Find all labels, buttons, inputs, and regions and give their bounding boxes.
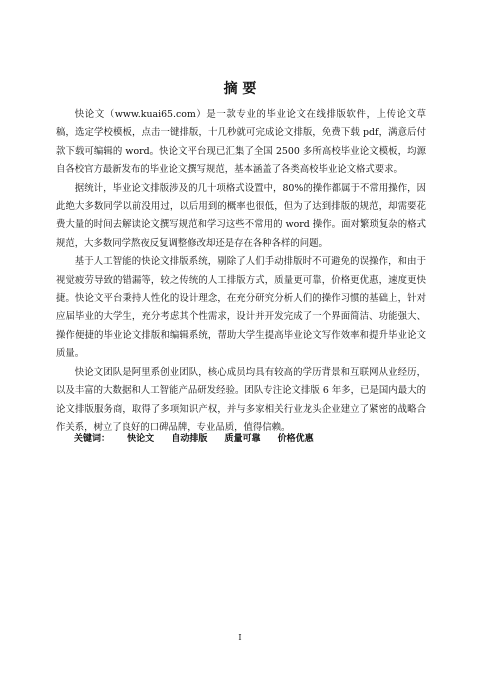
- abstract-paragraph-3: 基于人工智能的快论文排版系统，剔除了人们手动排版时不可避免的误操作，和由于视觉疲劳导致的错漏等，较之传统的人工排版方式，质量更可靠，价格更优惠，速度更快捷。快论文平台秉持人性化的设计理念，在充分研究分析人们的操作习惯的基础上，针对应届毕业的大学生，充分考虑其个性需求，设计并开发完成了一个界面简洁、功能强大、操作便捷的毕业论文排版和编辑系统，帮助大学生提高毕业论文写作效率和提升毕业论文质量。: [56, 256, 426, 360]
- keywords-line: [74, 431, 328, 444]
- abstract-body: [56, 106, 426, 437]
- abstract-paragraph-4: 快论文团队是阿里系创业团队，核心成员均具有较高的学历背景和互联网从业经历，以及丰富的大数据和人工智能产品研发经验。团队专注论文排版 6 年多，已是国内最大的论文排版服务商，取得了多项知识产权，并与多家相关行业龙头企业建立了紧密的战略合作关系，树立了良好的口碑品牌，专业品质，值得信赖。: [56, 366, 426, 433]
- keyword-item: 快论文: [127, 434, 155, 444]
- abstract-title: 摘 要: [223, 81, 257, 97]
- keyword-item: 质量可靠: [224, 434, 261, 444]
- keyword-item: 价格优惠: [277, 434, 314, 444]
- page-number: I: [238, 633, 242, 642]
- keyword-item: 自动排版: [171, 434, 208, 444]
- abstract-paragraph-2: 据统计，毕业论文排版涉及的几十项格式设置中，80%的操作都属于不常用操作，因此绝大多数同学以前没用过，以后用到的概率也很低，但为了达到排版的规范，却需要花费大量的时间去解读论文撰写规范和学习这些不常用的 word 操作。面对繁琐复杂的格式规范，大多数同学熬夜反复调整修改却还是存在各种各样的问题。: [56, 182, 426, 249]
- keywords-label: 关键词：: [74, 434, 111, 444]
- abstract-paragraph-1: 快论文（www.kuai65.com）是一款专业的毕业论文在线排版软件，上传论文草稿，选定学校模板，点击一键排版，十几秒就可完成论文排版，免费下载 pdf，满意后付款下载可编辑的 word。快论文平台现已汇集了全国 2500 多所高校毕业论文模板，均源自各校官方最新发布的毕业论文撰写规范，基本涵盖了各类高校毕业论文格式要求。: [56, 109, 426, 176]
